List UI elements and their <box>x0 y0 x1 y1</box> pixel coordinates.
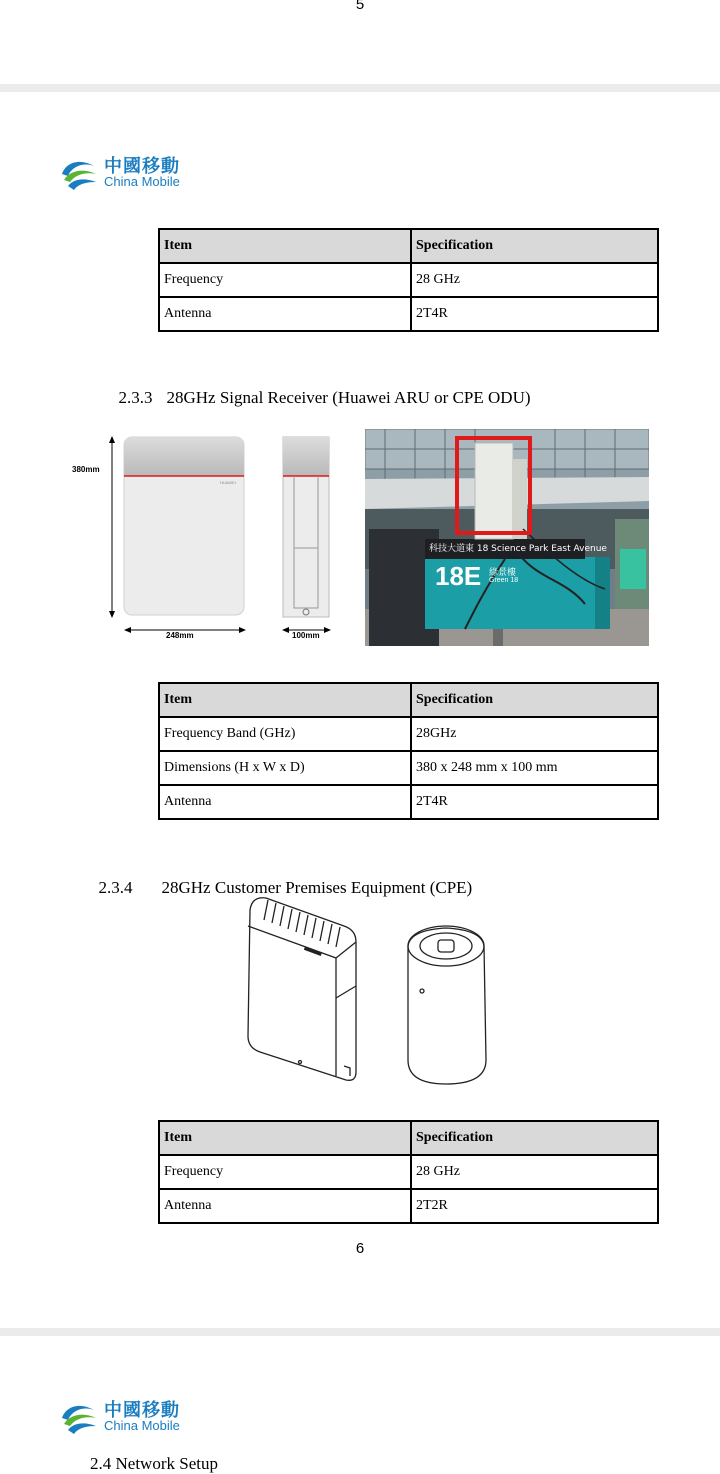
table-header-cell: Item <box>159 229 411 263</box>
section-heading-2-3-3 <box>110 368 531 408</box>
table-cell: Frequency <box>159 263 411 297</box>
logo-text-chinese: 中國移動 <box>104 1400 180 1421</box>
logo-text-english: China Mobile <box>104 174 180 189</box>
width-label: 248mm <box>166 631 194 640</box>
cpe-drawing <box>240 890 500 1090</box>
table-cell: Frequency Band (GHz) <box>159 717 411 751</box>
height-label: 380mm <box>72 465 100 474</box>
table-row <box>159 297 658 331</box>
page-divider <box>0 1328 720 1336</box>
table-header-cell: Specification <box>411 683 658 717</box>
table-cell: 2T2R <box>411 1189 658 1223</box>
sign-building-number: 18E <box>435 561 482 591</box>
table-row <box>159 263 658 297</box>
table-cell: 28GHz <box>411 717 658 751</box>
table-row <box>159 717 658 751</box>
table-cell: 28 GHz <box>411 263 658 297</box>
table-cell: 2T4R <box>411 785 658 819</box>
cpe-illustration <box>240 890 500 1090</box>
section-number: 2.3.3 <box>118 388 153 407</box>
page-divider <box>0 84 720 92</box>
section-title: 28GHz Signal Receiver (Huawei ARU or CPE ODU) <box>166 388 531 407</box>
spec-table-signal-receiver <box>158 682 659 820</box>
page-number: 5 <box>355 0 365 13</box>
china-mobile-logo-icon <box>58 152 100 194</box>
aru-installation-photo <box>365 429 649 646</box>
sign-street-text: 科技大道東 18 Science Park East Avenue <box>429 544 607 554</box>
china-mobile-logo <box>58 152 198 196</box>
spec-table-frequency-antenna <box>158 228 659 332</box>
section-heading-2-4: 2.4 Network Setup <box>90 1454 218 1473</box>
section-number: 2.3.4 <box>98 878 133 897</box>
table-header-row <box>159 683 658 717</box>
aru-dimension-diagram <box>70 428 350 648</box>
table-cell: Dimensions (H x W x D) <box>159 751 411 785</box>
photo-scene <box>365 429 649 646</box>
page-number: 6 <box>355 1240 365 1257</box>
brand-label: HUAWEI <box>220 480 236 485</box>
table-header-cell: Item <box>159 683 411 717</box>
logo-text-chinese: 中國移動 <box>104 156 180 177</box>
china-mobile-logo-icon <box>58 1396 100 1438</box>
table-cell: Antenna <box>159 785 411 819</box>
table-row <box>159 785 658 819</box>
table-header-cell: Specification <box>411 1121 658 1155</box>
table-row <box>159 1155 658 1189</box>
table-cell: Frequency <box>159 1155 411 1189</box>
table-cell: Antenna <box>159 297 411 331</box>
table-header-cell: Item <box>159 1121 411 1155</box>
table-header-row <box>159 1121 658 1155</box>
sign-building-cn: 綠景樓 <box>489 568 517 578</box>
table-cell: Antenna <box>159 1189 411 1223</box>
table-cell: 380 x 248 mm x 100 mm <box>411 751 658 785</box>
spec-table-cpe <box>158 1120 659 1224</box>
table-header-cell: Specification <box>411 229 658 263</box>
aru-drawing <box>70 428 350 648</box>
table-header-row <box>159 229 658 263</box>
depth-label: 100mm <box>292 631 320 640</box>
section-title: 28GHz Customer Premises Equipment (CPE) <box>161 878 473 897</box>
table-cell: 28 GHz <box>411 1155 658 1189</box>
china-mobile-logo <box>58 1396 198 1440</box>
table-cell: 2T4R <box>411 297 658 331</box>
table-row <box>159 751 658 785</box>
sign-building-en: Green 18 <box>489 577 519 584</box>
table-row <box>159 1189 658 1223</box>
logo-text-english: China Mobile <box>104 1418 180 1433</box>
